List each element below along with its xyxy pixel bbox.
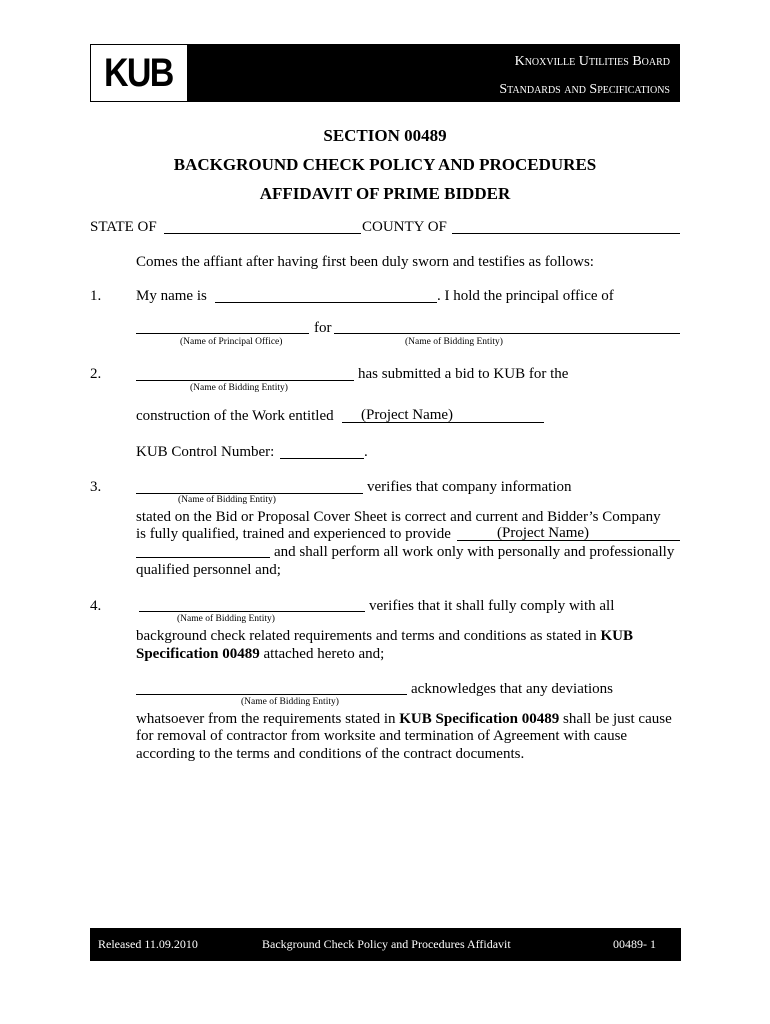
county-label: COUNTY OF <box>362 219 447 235</box>
item-4-ack-entity-field[interactable] <box>136 694 407 695</box>
header-subtitle: Standards and Specifications <box>499 82 670 97</box>
item-1-number: 1. <box>90 288 102 304</box>
item-2-entity-field[interactable] <box>136 380 354 381</box>
item-3-number: 3. <box>90 479 102 495</box>
item-3-line-1: stated on the Bid or Proposal Cover Sheet is correct and current and Bidder’s Company <box>136 509 661 525</box>
intro-text: Comes the affiant after having first been duly sworn and testifies as follows: <box>136 254 594 270</box>
control-number-end: . <box>364 444 368 460</box>
state-field[interactable] <box>164 233 361 234</box>
item-2-construction-text: construction of the Work entitled <box>136 408 334 424</box>
item-3-verifies-text: verifies that company information <box>367 479 572 495</box>
policy-title: BACKGROUND CHECK POLICY AND PROCEDURES <box>173 155 597 174</box>
county-field[interactable] <box>452 233 680 234</box>
org-name: Knoxville Utilities Board <box>514 54 670 69</box>
item-4-line-2: Specification 00489 attached hereto and; <box>136 646 385 662</box>
item-4-line-1: background check related requirements and terms and conditions as stated in KUB <box>136 628 633 644</box>
section-number: SECTION 00489 <box>323 126 447 145</box>
item-4-caption-entity-2: (Name of Bidding Entity) <box>241 697 339 707</box>
name-field[interactable] <box>215 302 437 303</box>
kub-logo: KUB <box>104 51 173 95</box>
item-4-line-5: according to the terms and conditions of the contract documents. <box>136 746 525 762</box>
item-3-entity-field[interactable] <box>136 493 363 494</box>
item-3-line-2: is fully qualified, trained and experienced to provide <box>136 526 451 542</box>
item-2-caption-entity: (Name of Bidding Entity) <box>190 383 288 393</box>
item-1-entity-field[interactable] <box>334 333 680 334</box>
control-number-label: KUB Control Number: <box>136 444 275 460</box>
item-4-line-4: for removal of contractor from worksite and termination of Agreement with cause <box>136 728 628 744</box>
principal-office-field[interactable] <box>136 333 309 334</box>
item-3-project-name: (Project Name) <box>497 525 590 541</box>
footer-released: Released 11.09.2010 <box>98 937 198 951</box>
item-4-caption-entity: (Name of Bidding Entity) <box>177 614 275 624</box>
item-4-verifies-text: verifies that it shall fully comply with all <box>369 598 615 614</box>
caption-principal-office: (Name of Principal Office) <box>180 337 283 347</box>
item-3-line-3: and shall perform all work only with personally and professionally <box>274 544 675 560</box>
item-2-number: 2. <box>90 366 102 382</box>
item-4-ack-text: acknowledges that any deviations <box>411 681 614 697</box>
item-4-number: 4. <box>90 598 102 614</box>
item-1-hold-text: . I hold the principal office of <box>437 288 614 304</box>
item-2-project-name: (Project Name) <box>361 407 454 423</box>
item-3-caption-entity: (Name of Bidding Entity) <box>178 495 276 505</box>
item-4-entity-field[interactable] <box>139 611 365 612</box>
caption-bidding-entity: (Name of Bidding Entity) <box>405 337 503 347</box>
footer-doc-title: Background Check Policy and Procedures Affidavit <box>262 937 511 951</box>
control-number-field[interactable] <box>280 458 364 459</box>
state-label: STATE OF <box>90 219 157 235</box>
affidavit-title: AFFIDAVIT OF PRIME BIDDER <box>259 184 511 203</box>
item-2-submitted-text: has submitted a bid to KUB for the <box>358 366 569 382</box>
item-1-name-label: My name is <box>136 288 207 304</box>
item-3-line-4: qualified personnel and; <box>136 562 281 578</box>
footer-page-number: 00489- 1 <box>613 937 656 951</box>
item-4-line-3: whatsoever from the requirements stated in KUB Specification 00489 shall be just cause <box>136 711 672 727</box>
item-3-project-field-cont[interactable] <box>136 557 270 558</box>
item-1-for-text: for <box>314 320 332 336</box>
